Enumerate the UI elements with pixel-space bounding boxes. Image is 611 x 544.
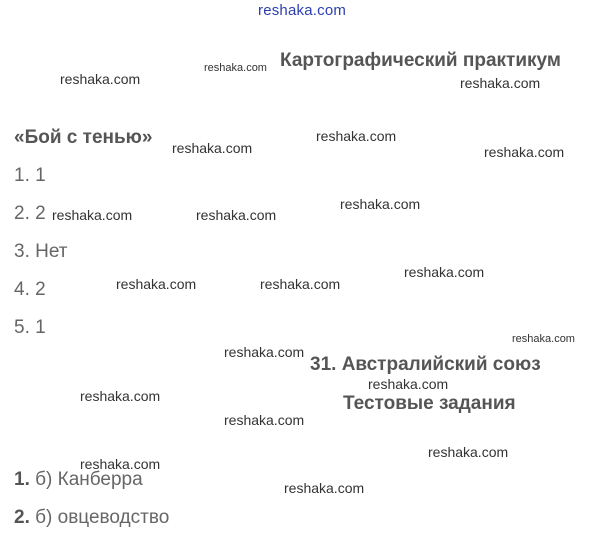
watermark: reshaka.com (224, 412, 305, 428)
practicum-heading: Картографический практикум (280, 50, 561, 71)
test-number: 1. (14, 469, 30, 490)
watermark: reshaka.com (260, 276, 341, 292)
watermark: reshaka.com (80, 388, 161, 404)
tests-heading: Тестовые задания (343, 393, 516, 414)
answer-item: 4. 2 (14, 279, 46, 300)
watermark: reshaka.com (512, 333, 575, 345)
union-heading: 31. Австралийский союз (310, 354, 541, 375)
watermark: reshaka.com (428, 444, 509, 460)
watermark: reshaka.com (284, 480, 365, 496)
test-number: 2. (14, 507, 30, 528)
watermark: reshaka.com (340, 196, 421, 212)
watermark: reshaka.com (316, 128, 397, 144)
watermark: reshaka.com (80, 456, 161, 472)
watermark: reshaka.com (116, 276, 197, 292)
watermark: reshaka.com (404, 264, 485, 280)
watermark: reshaka.com (60, 71, 141, 87)
answer-item: 1. 1 (14, 165, 46, 186)
watermark: reshaka.com (196, 207, 277, 223)
test-answer-text: б) Канберра (29, 469, 143, 490)
watermark: reshaka.com (52, 207, 133, 223)
test-answer-1 (14, 469, 143, 491)
answer-item: 5. 1 (14, 317, 46, 338)
answer-item: 3. Нет (14, 241, 68, 262)
watermark: reshaka.com (204, 62, 267, 74)
watermark: reshaka.com (484, 144, 565, 160)
watermark: reshaka.com (172, 140, 253, 156)
site-header-link[interactable]: reshaka.com (258, 2, 347, 19)
watermark: reshaka.com (460, 75, 541, 91)
watermark: reshaka.com (368, 376, 449, 392)
answer-item: 2. 2 (14, 203, 46, 224)
shadow-heading: «Бой с тенью» (14, 127, 153, 148)
watermark: reshaka.com (224, 344, 305, 360)
test-answer-2 (14, 507, 169, 529)
test-answer-text: б) овцеводство (29, 507, 170, 528)
